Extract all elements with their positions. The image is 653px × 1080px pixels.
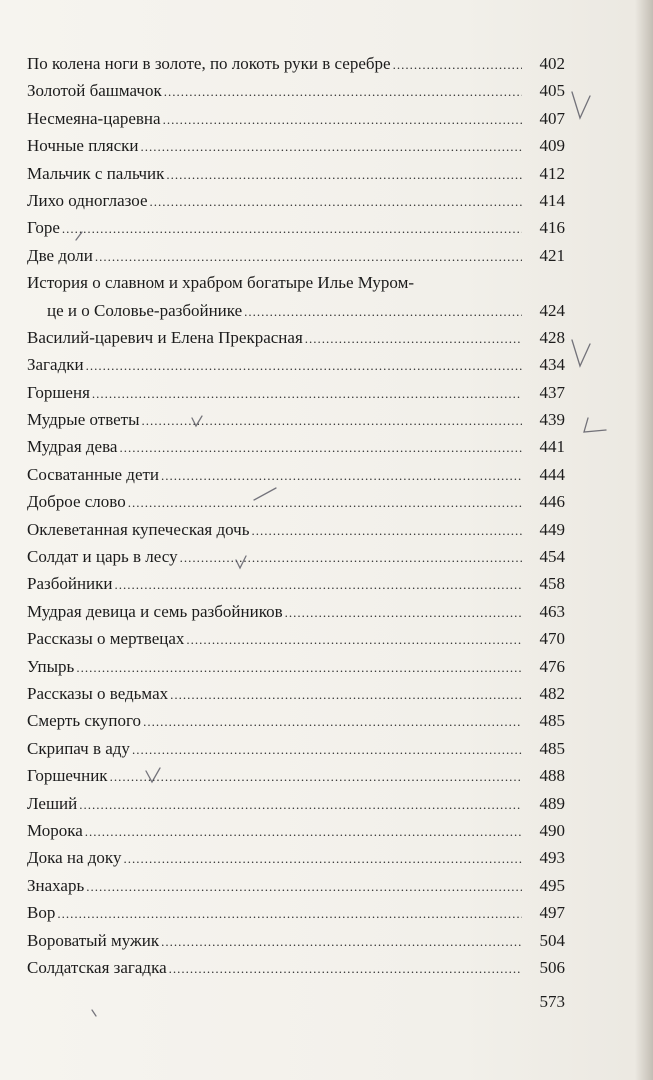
pencil-tick-icon xyxy=(584,418,606,432)
entry-page: 416 xyxy=(539,218,565,238)
entry-page: 490 xyxy=(539,820,565,840)
entry-title: Солдатская загадка xyxy=(27,957,167,977)
entry-title: Василий-царевич и Елена Прекрасная xyxy=(27,327,303,347)
entry-title: Разбойники xyxy=(27,574,113,594)
entry-title: Горе xyxy=(27,218,60,238)
entry-page: 405 xyxy=(539,81,565,101)
entry-page: 470 xyxy=(539,629,565,649)
entry-page: 449 xyxy=(539,519,565,539)
entry-page: 441 xyxy=(539,437,565,457)
entry-page: 454 xyxy=(539,547,565,567)
entry-title: Дока на доку xyxy=(27,848,122,868)
entry-title: Вороватый мужик xyxy=(27,930,160,950)
entry-title: Золотой башмачок xyxy=(27,81,162,101)
pencil-checkmark-icon xyxy=(192,416,202,426)
entry-title: Оклеветанная купеческая дочь xyxy=(27,519,250,539)
entry-title: Лихо одноглазое xyxy=(27,190,148,210)
entry-page: 412 xyxy=(539,163,565,183)
entry-page: 434 xyxy=(539,355,565,375)
entry-title: Рассказы о ведьмах xyxy=(27,683,169,703)
entry-page: 407 xyxy=(539,108,565,128)
entry-page: 439 xyxy=(539,410,565,430)
entry-page: 497 xyxy=(539,903,565,923)
entry-title: Мальчик с пальчик xyxy=(27,163,165,183)
entry-title: Вор xyxy=(27,903,56,923)
entry-page: 409 xyxy=(539,136,565,156)
entry-page: 421 xyxy=(539,245,565,265)
entry-title: Рассказы о мертвецах xyxy=(27,629,185,649)
entry-page: 485 xyxy=(539,711,565,731)
entry-page: 493 xyxy=(539,848,565,868)
entry-title: По колена ноги в золоте, по локоть руки в серебре xyxy=(27,54,391,73)
pencil-checkmark-icon xyxy=(572,92,590,118)
entry-title: Несмеяна-царевна xyxy=(27,108,161,128)
pencil-stroke xyxy=(76,232,82,240)
entry-title: Леший xyxy=(27,793,78,813)
entry-title: Загадки xyxy=(27,355,84,375)
entry-title: Упырь xyxy=(27,656,75,676)
pencil-stroke xyxy=(254,488,276,500)
entry-page: 504 xyxy=(539,930,565,950)
entry-page: 424 xyxy=(539,300,565,320)
entry-page: 414 xyxy=(539,190,565,210)
entry-page: 482 xyxy=(539,683,565,703)
entry-page: 458 xyxy=(539,574,565,594)
pencil-checkmark-icon xyxy=(236,556,246,568)
entry-title: Солдат и царь в лесу xyxy=(27,547,178,567)
entry-title: Мудрая дева xyxy=(27,437,118,457)
entry-title: Горшеня xyxy=(27,382,90,402)
entry-page: 488 xyxy=(539,766,565,786)
pencil-checkmark-icon xyxy=(572,340,590,366)
page-number: 573 xyxy=(539,992,565,1011)
entry-title: Горшечник xyxy=(27,766,108,786)
entry-page: 428 xyxy=(539,327,565,347)
entry-page: 489 xyxy=(539,793,565,813)
entry-title: История о славном и храбром богатыре Илье Муром- xyxy=(27,273,415,293)
entry-page: 495 xyxy=(539,875,565,895)
entry-title: Скрипач в аду xyxy=(27,738,130,758)
entry-page: 463 xyxy=(539,601,565,621)
entry-title: Знахарь xyxy=(27,875,85,895)
entry-page: 506 xyxy=(539,957,565,977)
pencil-checkmark-icon xyxy=(146,768,160,782)
entry-page: 485 xyxy=(539,738,565,758)
entry-title: Морока xyxy=(27,820,83,840)
entry-page: 402 xyxy=(539,54,565,73)
pencil-stroke xyxy=(92,1010,96,1016)
entry-page: 444 xyxy=(539,464,565,484)
entry-page: 437 xyxy=(539,382,565,402)
entry-page: 476 xyxy=(539,656,565,676)
entry-title: Мудрые ответы xyxy=(27,410,140,430)
entry-title: це и о Соловье-разбойнике xyxy=(47,300,243,320)
entry-title: Доброе слово xyxy=(27,492,126,512)
entry-page: 446 xyxy=(539,492,565,512)
entry-title: Две доли xyxy=(27,245,93,265)
entry-title: Мудрая девица и семь разбойников xyxy=(27,601,283,621)
entry-title: Ночные пляски xyxy=(27,136,139,156)
entry-title: Сосватанные дети xyxy=(27,464,160,484)
entry-title: Смерть скупого xyxy=(27,711,142,731)
